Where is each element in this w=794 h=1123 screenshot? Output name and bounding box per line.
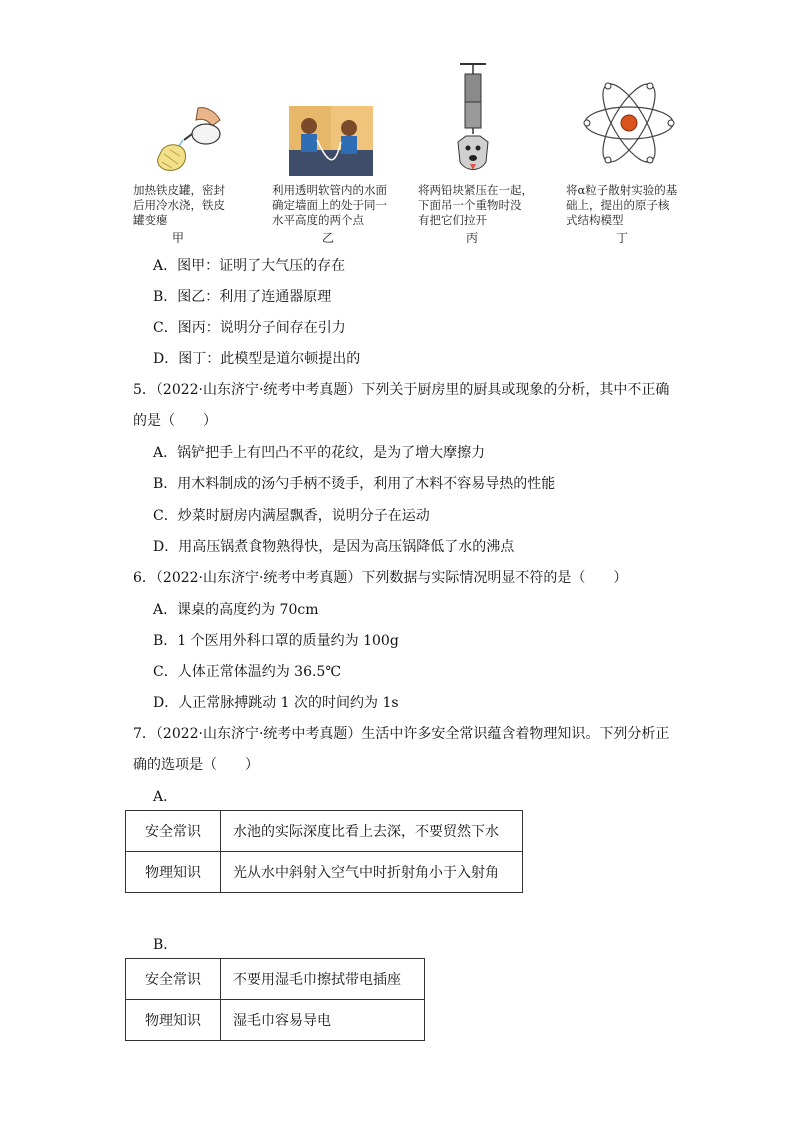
table-value-cell: 水池的实际深度比看上去深，不要贸然下水 (221, 811, 523, 852)
q6-option-a: A．课桌的高度约为 70cm (153, 602, 319, 618)
q7-option-b-table (125, 958, 425, 1041)
table-value-cell: 湿毛巾容易导电 (221, 1000, 425, 1041)
q5-option-c: C．炒菜时厨房内满屋飘香，说明分子在运动 (153, 508, 430, 524)
q7-stem-line2: 确的选项是（ ） (133, 757, 259, 773)
table-value-cell: 不要用湿毛巾擦拭带电插座 (221, 959, 425, 1000)
q7-stem-line1: 7．（2022·山东济宁·统考中考真题）生活中许多安全常识蕴含着物理知识。下列分析正 (133, 726, 670, 742)
q6-stem: 6．（2022·山东济宁·统考中考真题）下列数据与实际情况明显不符的是（ ） (133, 570, 628, 586)
figure-yi-caption: 利用透明软管内的水面 确定墙面上的处于同一 水平高度的两个点 (272, 183, 387, 227)
figure-ding-label: 丁 (616, 231, 629, 245)
figure-yi-illustration (289, 106, 373, 176)
figure-ding-caption: 将α粒子散射实验的基 础上，提出的原子核 式结构模型 (566, 183, 678, 227)
q6-option-b: B．1 个医用外科口罩的质量约为 100g (153, 633, 399, 649)
figure-jia-illustration (150, 104, 230, 176)
figure-bing-label: 丙 (466, 231, 479, 245)
q5-option-b: B．用木料制成的汤勺手柄不烫手，利用了木料不容易导热的性能 (153, 476, 556, 492)
table-key-cell: 物理知识 (126, 1000, 221, 1041)
figure-yi-label: 乙 (322, 231, 335, 245)
table-key-cell: 安全常识 (126, 811, 221, 852)
q5-stem-line2: 的是（ ） (133, 413, 217, 429)
table-key-cell: 物理知识 (126, 852, 221, 893)
q5-stem-line1: 5．（2022·山东济宁·统考中考真题）下列关于厨房里的厨具或现象的分析，其中不正确 (133, 382, 670, 398)
q5-option-d: D．用高压锅煮食物熟得快，是因为高压锅降低了水的沸点 (153, 539, 515, 555)
q7-option-b-label: B． (153, 937, 178, 953)
q7-option-a-table (125, 810, 523, 893)
table-row (126, 1000, 425, 1041)
figure-bing-caption: 将两铅块紧压在一起， 下面吊一个重物时没 有把它们拉开 (418, 183, 533, 227)
q4-option-a: A．图甲：证明了大气压的存在 (153, 258, 346, 274)
table-row (126, 811, 523, 852)
q6-option-c: C．人体正常体温约为 36.5℃ (153, 664, 341, 680)
table-row (126, 959, 425, 1000)
q4-option-b: B．图乙：利用了连通器原理 (153, 289, 332, 305)
table-key-cell: 安全常识 (126, 959, 221, 1000)
figure-bing-illustration (450, 62, 496, 178)
q7-option-a-label: A． (153, 789, 178, 805)
q5-option-a: A．锅铲把手上有凹凸不平的花纹，是为了增大摩擦力 (153, 445, 486, 461)
figure-ding-illustration (582, 70, 676, 176)
figure-jia-label: 甲 (172, 231, 185, 245)
q4-option-c: C．图丙：说明分子间存在引力 (153, 320, 346, 336)
figure-jia-caption: 加热铁皮罐，密封 后用冷水浇，铁皮 罐变瘪 (133, 183, 225, 227)
q4-option-d: D．图丁：此模型是道尔顿提出的 (153, 351, 361, 367)
q6-option-d: D．人正常脉搏跳动 1 次的时间约为 1s (153, 695, 399, 711)
table-value-cell: 光从水中斜射入空气中时折射角小于入射角 (221, 852, 523, 893)
table-row (126, 852, 523, 893)
